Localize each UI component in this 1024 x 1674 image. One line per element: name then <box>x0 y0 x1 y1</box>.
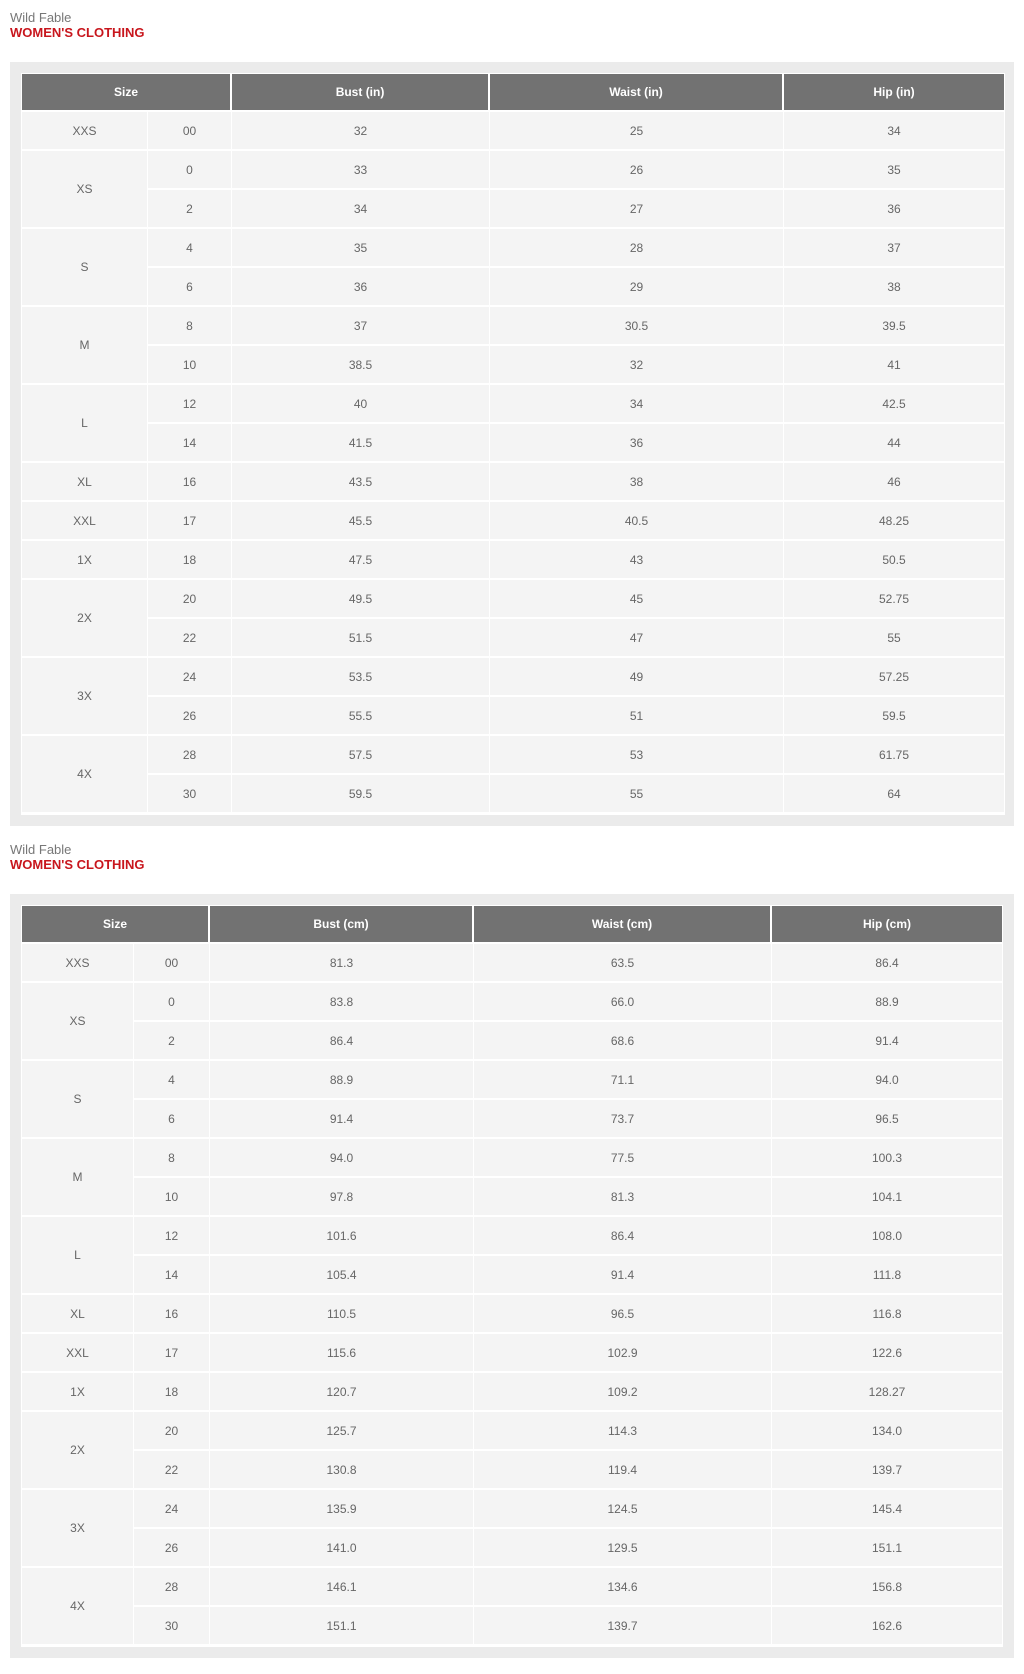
table-row <box>22 190 1004 229</box>
bust-cell: 38.5 <box>232 346 490 385</box>
waist-cell: 36 <box>490 424 784 463</box>
size-number-cell: 12 <box>148 385 232 424</box>
size-number-cell: 24 <box>134 1490 210 1529</box>
bust-cell: 47.5 <box>232 541 490 580</box>
hip-cell: 139.7 <box>772 1451 1002 1490</box>
bust-cell: 125.7 <box>210 1412 474 1451</box>
table-row <box>22 307 1004 346</box>
waist-cell: 25 <box>490 112 784 151</box>
hip-cell: 59.5 <box>784 697 1004 736</box>
table-row <box>22 1607 1002 1646</box>
bust-cell: 97.8 <box>210 1178 474 1217</box>
table-row <box>22 112 1004 151</box>
bust-cell: 35 <box>232 229 490 268</box>
size-number-cell: 0 <box>148 151 232 190</box>
header-hip: Hip (in) <box>784 74 1004 112</box>
header-hip: Hip (cm) <box>772 906 1002 944</box>
bust-cell: 32 <box>232 112 490 151</box>
table-row <box>22 1022 1002 1061</box>
size-label-cell: XL <box>22 1295 134 1334</box>
table-row <box>22 658 1004 697</box>
hip-cell: 34 <box>784 112 1004 151</box>
size-label-cell: S <box>22 229 148 307</box>
table-row <box>22 944 1002 983</box>
bust-cell: 105.4 <box>210 1256 474 1295</box>
size-label-cell: 1X <box>22 1373 134 1412</box>
table-row <box>22 775 1004 814</box>
size-label-cell: XS <box>22 151 148 229</box>
table-row <box>22 463 1004 502</box>
size-number-cell: 12 <box>134 1217 210 1256</box>
waist-cell: 114.3 <box>474 1412 772 1451</box>
waist-cell: 134.6 <box>474 1568 772 1607</box>
waist-cell: 38 <box>490 463 784 502</box>
bust-cell: 115.6 <box>210 1334 474 1373</box>
size-label-cell: M <box>22 1139 134 1217</box>
bust-cell: 110.5 <box>210 1295 474 1334</box>
size-chart-cm-section <box>10 840 1014 1633</box>
waist-cell: 29 <box>490 268 784 307</box>
waist-cell: 96.5 <box>474 1295 772 1334</box>
hip-cell: 91.4 <box>772 1022 1002 1061</box>
size-label-cell: 3X <box>22 658 148 736</box>
size-number-cell: 18 <box>134 1373 210 1412</box>
waist-cell: 109.2 <box>474 1373 772 1412</box>
size-number-cell: 17 <box>148 502 232 541</box>
size-number-cell: 30 <box>148 775 232 814</box>
size-number-cell: 28 <box>134 1568 210 1607</box>
waist-cell: 30.5 <box>490 307 784 346</box>
size-number-cell: 8 <box>148 307 232 346</box>
bust-cell: 36 <box>232 268 490 307</box>
table-row <box>22 1568 1002 1607</box>
table-row <box>22 1178 1002 1217</box>
table-row <box>22 1412 1002 1451</box>
waist-cell: 53 <box>490 736 784 775</box>
hip-cell: 42.5 <box>784 385 1004 424</box>
table-row <box>22 424 1004 463</box>
bust-cell: 146.1 <box>210 1568 474 1607</box>
hip-cell: 100.3 <box>772 1139 1002 1178</box>
section-title: WOMEN'S CLOTHING <box>10 25 145 40</box>
table-panel <box>10 894 1014 1658</box>
waist-cell: 34 <box>490 385 784 424</box>
hip-cell: 88.9 <box>772 983 1002 1022</box>
hip-cell: 64 <box>784 775 1004 814</box>
hip-cell: 57.25 <box>784 658 1004 697</box>
size-number-cell: 8 <box>134 1139 210 1178</box>
size-label-cell: 3X <box>22 1490 134 1568</box>
table-row <box>22 1061 1002 1100</box>
size-number-cell: 6 <box>134 1100 210 1139</box>
size-number-cell: 0 <box>134 983 210 1022</box>
bust-cell: 45.5 <box>232 502 490 541</box>
hip-cell: 55 <box>784 619 1004 658</box>
waist-cell: 43 <box>490 541 784 580</box>
table-panel <box>10 62 1014 826</box>
waist-cell: 55 <box>490 775 784 814</box>
bust-cell: 81.3 <box>210 944 474 983</box>
hip-cell: 36 <box>784 190 1004 229</box>
table-header-row <box>22 74 1004 112</box>
header-waist: Waist (in) <box>490 74 784 112</box>
size-number-cell: 20 <box>134 1412 210 1451</box>
waist-cell: 129.5 <box>474 1529 772 1568</box>
table-row <box>22 1334 1002 1373</box>
size-number-cell: 20 <box>148 580 232 619</box>
size-number-cell: 14 <box>134 1256 210 1295</box>
size-label-cell: XXL <box>22 502 148 541</box>
bust-cell: 43.5 <box>232 463 490 502</box>
size-number-cell: 16 <box>134 1295 210 1334</box>
bust-cell: 34 <box>232 190 490 229</box>
size-label-cell: 4X <box>22 736 148 814</box>
table-row <box>22 268 1004 307</box>
table-header-row <box>22 906 1002 944</box>
bust-cell: 120.7 <box>210 1373 474 1412</box>
size-table-inches <box>21 73 1005 815</box>
hip-cell: 37 <box>784 229 1004 268</box>
hip-cell: 128.27 <box>772 1373 1002 1412</box>
hip-cell: 39.5 <box>784 307 1004 346</box>
hip-cell: 111.8 <box>772 1256 1002 1295</box>
table-row <box>22 619 1004 658</box>
waist-cell: 49 <box>490 658 784 697</box>
size-number-cell: 10 <box>148 346 232 385</box>
table-row <box>22 1100 1002 1139</box>
waist-cell: 68.6 <box>474 1022 772 1061</box>
brand-name: Wild Fable <box>10 842 72 857</box>
header-waist: Waist (cm) <box>474 906 772 944</box>
size-label-cell: XXL <box>22 1334 134 1373</box>
bust-cell: 83.8 <box>210 983 474 1022</box>
bust-cell: 135.9 <box>210 1490 474 1529</box>
hip-cell: 61.75 <box>784 736 1004 775</box>
size-number-cell: 22 <box>134 1451 210 1490</box>
waist-cell: 63.5 <box>474 944 772 983</box>
waist-cell: 119.4 <box>474 1451 772 1490</box>
bust-cell: 55.5 <box>232 697 490 736</box>
size-number-cell: 4 <box>134 1061 210 1100</box>
bust-cell: 57.5 <box>232 736 490 775</box>
size-number-cell: 00 <box>148 112 232 151</box>
waist-cell: 45 <box>490 580 784 619</box>
hip-cell: 116.8 <box>772 1295 1002 1334</box>
size-label-cell: 2X <box>22 580 148 658</box>
size-label-cell: S <box>22 1061 134 1139</box>
bust-cell: 51.5 <box>232 619 490 658</box>
size-number-cell: 14 <box>148 424 232 463</box>
waist-cell: 124.5 <box>474 1490 772 1529</box>
bust-cell: 40 <box>232 385 490 424</box>
table-row <box>22 229 1004 268</box>
waist-cell: 26 <box>490 151 784 190</box>
header-size: Size <box>22 906 210 944</box>
size-number-cell: 00 <box>134 944 210 983</box>
size-number-cell: 26 <box>134 1529 210 1568</box>
waist-cell: 40.5 <box>490 502 784 541</box>
size-number-cell: 2 <box>148 190 232 229</box>
hip-cell: 134.0 <box>772 1412 1002 1451</box>
size-number-cell: 26 <box>148 697 232 736</box>
size-number-cell: 22 <box>148 619 232 658</box>
table-row <box>22 502 1004 541</box>
table-row <box>22 1217 1002 1256</box>
size-label-cell: 1X <box>22 541 148 580</box>
hip-cell: 86.4 <box>772 944 1002 983</box>
size-label-cell: 4X <box>22 1568 134 1646</box>
size-label-cell: XXS <box>22 944 134 983</box>
bust-cell: 88.9 <box>210 1061 474 1100</box>
table-row <box>22 151 1004 190</box>
table-row <box>22 983 1002 1022</box>
hip-cell: 41 <box>784 346 1004 385</box>
waist-cell: 86.4 <box>474 1217 772 1256</box>
table-row <box>22 346 1004 385</box>
size-number-cell: 6 <box>148 268 232 307</box>
size-label-cell: L <box>22 385 148 463</box>
size-label-cell: M <box>22 307 148 385</box>
hip-cell: 46 <box>784 463 1004 502</box>
size-number-cell: 24 <box>148 658 232 697</box>
section-title: WOMEN'S CLOTHING <box>10 857 145 872</box>
hip-cell: 38 <box>784 268 1004 307</box>
bust-cell: 101.6 <box>210 1217 474 1256</box>
table-row <box>22 1373 1002 1412</box>
header-bust: Bust (cm) <box>210 906 474 944</box>
bust-cell: 49.5 <box>232 580 490 619</box>
header-size: Size <box>22 74 232 112</box>
hip-cell: 52.75 <box>784 580 1004 619</box>
table-row <box>22 1490 1002 1529</box>
table-row <box>22 1451 1002 1490</box>
size-number-cell: 2 <box>134 1022 210 1061</box>
bust-cell: 141.0 <box>210 1529 474 1568</box>
waist-cell: 91.4 <box>474 1256 772 1295</box>
size-number-cell: 17 <box>134 1334 210 1373</box>
waist-cell: 47 <box>490 619 784 658</box>
table-row <box>22 1529 1002 1568</box>
table-row <box>22 1139 1002 1178</box>
bust-cell: 33 <box>232 151 490 190</box>
hip-cell: 108.0 <box>772 1217 1002 1256</box>
size-number-cell: 30 <box>134 1607 210 1646</box>
table-row <box>22 697 1004 736</box>
waist-cell: 81.3 <box>474 1178 772 1217</box>
size-number-cell: 10 <box>134 1178 210 1217</box>
hip-cell: 44 <box>784 424 1004 463</box>
table-row <box>22 1256 1002 1295</box>
size-table-cm <box>21 905 1003 1647</box>
waist-cell: 77.5 <box>474 1139 772 1178</box>
waist-cell: 32 <box>490 346 784 385</box>
bust-cell: 130.8 <box>210 1451 474 1490</box>
hip-cell: 35 <box>784 151 1004 190</box>
table-row <box>22 736 1004 775</box>
brand-name: Wild Fable <box>10 10 72 25</box>
size-number-cell: 16 <box>148 463 232 502</box>
size-label-cell: XL <box>22 463 148 502</box>
bust-cell: 59.5 <box>232 775 490 814</box>
waist-cell: 66.0 <box>474 983 772 1022</box>
hip-cell: 145.4 <box>772 1490 1002 1529</box>
bust-cell: 151.1 <box>210 1607 474 1646</box>
hip-cell: 96.5 <box>772 1100 1002 1139</box>
table-row <box>22 385 1004 424</box>
hip-cell: 104.1 <box>772 1178 1002 1217</box>
hip-cell: 50.5 <box>784 541 1004 580</box>
hip-cell: 151.1 <box>772 1529 1002 1568</box>
bust-cell: 41.5 <box>232 424 490 463</box>
size-label-cell: L <box>22 1217 134 1295</box>
waist-cell: 102.9 <box>474 1334 772 1373</box>
bust-cell: 37 <box>232 307 490 346</box>
hip-cell: 156.8 <box>772 1568 1002 1607</box>
table-row <box>22 541 1004 580</box>
table-row <box>22 1295 1002 1334</box>
bust-cell: 94.0 <box>210 1139 474 1178</box>
size-number-cell: 4 <box>148 229 232 268</box>
hip-cell: 122.6 <box>772 1334 1002 1373</box>
hip-cell: 94.0 <box>772 1061 1002 1100</box>
bust-cell: 53.5 <box>232 658 490 697</box>
waist-cell: 51 <box>490 697 784 736</box>
table-row <box>22 580 1004 619</box>
waist-cell: 139.7 <box>474 1607 772 1646</box>
waist-cell: 28 <box>490 229 784 268</box>
size-label-cell: 2X <box>22 1412 134 1490</box>
header-bust: Bust (in) <box>232 74 490 112</box>
waist-cell: 27 <box>490 190 784 229</box>
size-label-cell: XS <box>22 983 134 1061</box>
waist-cell: 73.7 <box>474 1100 772 1139</box>
bust-cell: 91.4 <box>210 1100 474 1139</box>
size-number-cell: 28 <box>148 736 232 775</box>
waist-cell: 71.1 <box>474 1061 772 1100</box>
size-label-cell: XXS <box>22 112 148 151</box>
bust-cell: 86.4 <box>210 1022 474 1061</box>
size-number-cell: 18 <box>148 541 232 580</box>
hip-cell: 162.6 <box>772 1607 1002 1646</box>
size-chart-inches-section <box>10 8 1014 801</box>
hip-cell: 48.25 <box>784 502 1004 541</box>
